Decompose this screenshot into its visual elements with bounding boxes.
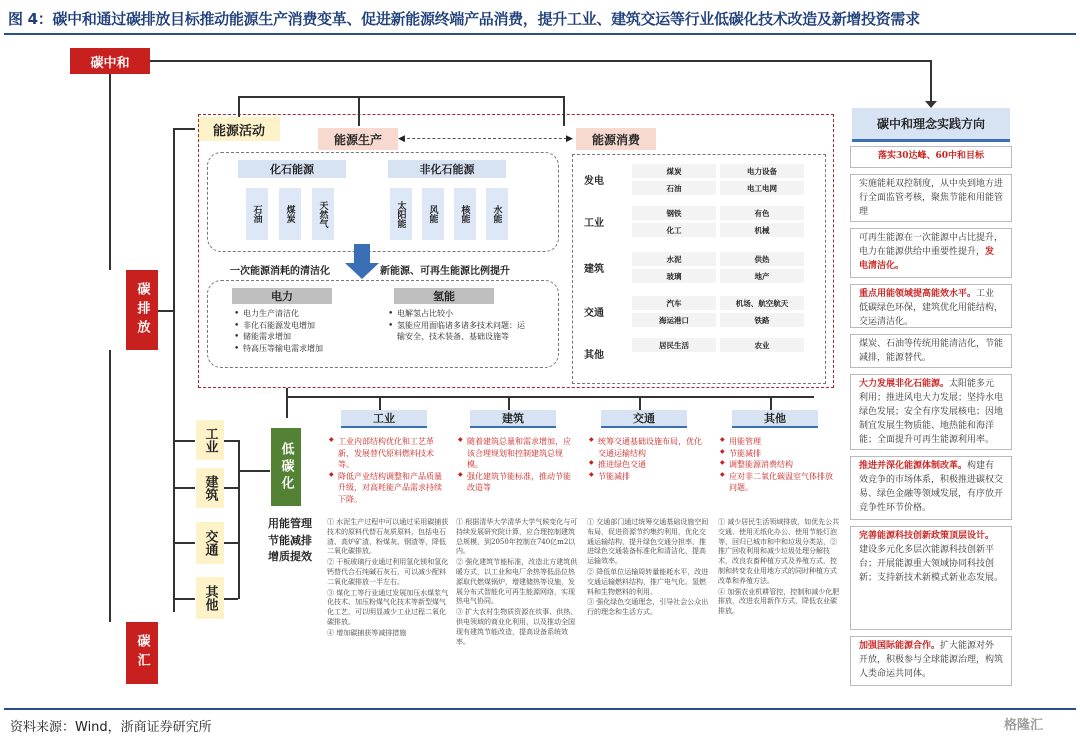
side-panel-box	[850, 374, 1012, 450]
sector-detail: ② 干板玻璃行业通过利用氢化镁和氢化钙替代合石纯碱石灰石，可以减少配料二氧化碳排放一半左右。	[327, 558, 449, 586]
sector-detail: ② 降低单位运输周转量能耗水平，改进交通运输燃料结构，推广电气化、氢燃料和生物燃料的利用。	[587, 567, 709, 596]
sector-label-transport: 交通	[196, 522, 224, 564]
side-panel-text: 建设多元化多层次能源科技创新平台；开展能源重大领域协同科技创新；支持新技术新模式新业态发展。	[859, 544, 1004, 583]
low-carbon-node: 低碳化	[271, 428, 301, 506]
consumption-chip: 海运港口	[632, 313, 716, 327]
side-panel-highlight: 推进并深化能源体制改革。	[859, 461, 968, 471]
nonfossil-item: 太阳能	[390, 188, 412, 240]
sector-detail-list	[327, 518, 451, 696]
sector-col-header: 交通	[601, 410, 687, 428]
sector-detail: ① 交通部门通过统筹交通基础设施空间布局，促进资源节约集约利用，优化交通运输结构，提升绿色交通分担率，推进绿色交通装备标准化和清洁化，提高运输效率。	[587, 518, 709, 566]
down-arrow-icon	[354, 244, 370, 264]
fossil-energy-label: 化石能源	[238, 160, 346, 178]
sector-bullet: ◆ 调整能源消费结构	[720, 459, 840, 471]
side-panel-highlight: 大力发展非化石能源。	[859, 379, 950, 389]
connector	[508, 396, 510, 410]
sector-bullet: ◆ 随着建筑总量和需求增加，应该合理规划和控制建筑总规模。	[458, 436, 578, 471]
sector-detail: ③ 强化绿色交通理念，引导社会公众出行的理念和生活方式。	[587, 598, 709, 617]
connector	[286, 396, 814, 398]
connector	[173, 542, 195, 544]
consumption-chip: 汽车	[632, 296, 716, 310]
energy-consumption-header: 能源消费	[576, 128, 656, 150]
sector-detail-list	[456, 518, 580, 696]
side-panel-highlight: 完善能源科技创新政策顶层设计。	[859, 531, 995, 541]
consumption-chip: 玻璃	[632, 269, 716, 283]
hydrogen-list	[388, 308, 528, 343]
connector	[158, 310, 173, 312]
hydrogen-label: 氢能	[394, 288, 494, 304]
side-panel-box	[850, 174, 1012, 222]
connector	[770, 396, 772, 410]
connector	[238, 440, 240, 599]
sector-col-header: 工业	[341, 410, 427, 428]
caption-right: 新能源、可再生能源比例提升	[380, 266, 510, 277]
connector	[563, 96, 565, 126]
side-panel-box	[850, 284, 1012, 328]
arrow-head	[925, 101, 937, 108]
side-panel-highlight: 重点用能领域提高能效水平。	[859, 289, 977, 299]
sector-detail: ④ 增加碳捕获等减排措施	[327, 628, 407, 637]
consumption-row-label: 建筑	[584, 264, 604, 275]
consumption-row-label: 工业	[584, 218, 604, 229]
connector	[238, 96, 240, 117]
caption-left: 一次能源消耗的清洁化	[230, 266, 330, 277]
consumption-chip: 电工电网	[720, 181, 804, 195]
side-panel-box	[850, 228, 1012, 278]
connector	[286, 388, 288, 418]
side-panel-highlight: 加强国际能源合作。	[859, 641, 941, 651]
sector-bullet: ◆ 降低产业结构调整和产品质量升级，对高耗能产品需求持续下降。	[329, 471, 449, 506]
side-panel-text: 扩大能源对外开放，积极参与全球能源治理，构筑人类命运共同体。	[859, 641, 1004, 679]
sector-detail: ① 减少居民生活领域排放，如优先公共交通、使用无纸化办公、使用节能灯泡等，回归已城市和中和垃圾分类站，②推广回收利用和减少垃圾处理分解技术，改良农畜种植方式及养殖方式，控制和转变农业用地方式的同时种植方式改革和养殖方法。	[718, 518, 840, 585]
side-panel-text: 可再生能源在一次能源中占比提升，电力在能源供给中重要性提升，	[859, 233, 1004, 257]
connector	[639, 396, 641, 410]
sector-bullet: ◆ 统筹交通基础设施布局，优化交通运输结构	[589, 436, 709, 459]
consumption-row-label: 其他	[584, 350, 604, 361]
connector	[173, 598, 195, 600]
nonfossil-item: 核能	[454, 188, 476, 240]
side-panel-text: 煤炭、石油等传统用能清洁化，节能减排，能源替代。	[859, 339, 1004, 363]
side-panel-text: 实施能耗双控制度，从中央到地方进行全面监管考核，聚焦节能和用能管理	[859, 179, 1004, 217]
sector-detail-list	[587, 518, 711, 696]
sector-bullet-list	[589, 436, 709, 482]
carbon-sink-node: 碳汇	[126, 622, 158, 684]
sector-bullet: ◆ 推进绿色交通	[589, 459, 709, 471]
connector	[173, 487, 195, 489]
connector	[109, 74, 111, 270]
side-panel-text: 太阳能多元利用；推进风电大力发展；坚持水电绿色发展；安全有序发展核电；因地制宜发展生物质能、地热能和海洋能；全面提升可再生能源利用率。	[859, 379, 1004, 445]
consumption-chip: 煤炭	[632, 164, 716, 178]
connector	[238, 470, 270, 472]
consumption-chip: 机场、航空航天	[720, 296, 804, 310]
connector	[238, 96, 563, 98]
energy-activity-label: 能源活动	[198, 117, 280, 141]
consumption-row-label: 发电	[584, 176, 604, 187]
watermark: 格隆汇	[1004, 718, 1044, 733]
dashed-link	[402, 138, 572, 139]
sector-label-other: 其他	[196, 577, 224, 619]
connector	[224, 598, 238, 600]
sector-detail: ③ 扩大农村生物质资源在炊事、供热、供电领域的商业化利用，以及推动全国现有建筑节能改造，提高设备系统效率。	[456, 608, 578, 646]
consumption-chip: 铁路	[720, 313, 804, 327]
hydrogen-item: • 电解氢占比较小	[388, 308, 528, 320]
sector-detail: ① 水泥生产过程中可以通过采用碳捕获技术的原料代替石灰质原料，包括电石渣、高炉矿渣、粉煤灰、钢渣等，降低二氧化碳排放。	[327, 518, 449, 556]
sector-bullet: ◆ 用能管理	[720, 436, 840, 448]
arrow-left: ◀	[398, 134, 405, 144]
nonfossil-energy-label: 非化石能源	[388, 160, 506, 178]
side-panel-highlight: 发电清洁化。	[859, 246, 995, 271]
consumption-chip: 居民生活	[632, 338, 716, 352]
side-panel-text: 工业低碳绿色环保，建筑优化用能结构，交运清洁化。	[859, 289, 1004, 327]
power-label: 电力	[232, 288, 332, 304]
arrow-right: ▶	[566, 134, 573, 144]
sector-col-header: 其他	[732, 410, 818, 428]
connector	[109, 350, 111, 622]
side-panel-box	[850, 526, 1012, 630]
consumption-chip: 化工	[632, 223, 716, 237]
side-panel-highlight: 落实30达峰、60中和目标	[877, 151, 985, 161]
source-text: 资料来源：Wind，浙商证券研究所	[10, 720, 212, 735]
bottom-rule	[4, 708, 1076, 710]
connector	[150, 60, 931, 62]
sector-col-header: 建筑	[470, 410, 556, 428]
power-item: • 电力生产清洁化	[234, 308, 384, 320]
consumption-chip: 地产	[720, 269, 804, 283]
nonfossil-item: 风能	[422, 188, 444, 240]
sector-bullet-list	[720, 436, 840, 494]
connector	[224, 542, 238, 544]
connector	[173, 128, 195, 130]
carbon-neutral-node: 碳中和	[70, 48, 150, 74]
energy-production-header: 能源生产	[318, 128, 398, 150]
sector-detail: ① 根据清华大学清华大学气候变化与可持续发展研究院计算，应合理控制建筑总规模，到2050年控制在740亿m2以内。	[456, 518, 578, 556]
figure-title: 图 4：碳中和通过碳排放目标推动能源生产消费变革、促进新能源终端产品消费，提升工业、建筑交运等行业低碳化技术改造及新增投资需求	[8, 10, 920, 28]
consumption-chip: 有色	[720, 206, 804, 220]
connector	[379, 396, 381, 410]
sector-label-industry: 工业	[196, 420, 224, 460]
fossil-item: 天然气	[312, 188, 334, 240]
title-rule	[4, 33, 1076, 35]
connector	[930, 60, 932, 104]
sector-detail-list	[718, 518, 842, 696]
consumption-chip: 机械	[720, 223, 804, 237]
power-item: • 非化石能源发电增加	[234, 320, 384, 332]
consumption-chip: 农业	[720, 338, 804, 352]
side-panel-box	[850, 456, 1012, 520]
sector-bullet: ◆ 强化建筑节能标准，推动节能改造等	[458, 471, 578, 494]
consumption-chip: 水泥	[632, 252, 716, 266]
down-arrow-head	[345, 263, 379, 279]
sector-bullet-list	[458, 436, 578, 494]
power-item: • 特高压等输电需求增加	[234, 343, 384, 355]
sector-bullet-list	[329, 436, 449, 506]
consumption-chip: 电力设备	[720, 164, 804, 178]
connector	[224, 487, 238, 489]
consumption-row-label: 交通	[584, 308, 604, 319]
sector-bullet: ◆ 应对非二氧化碳温室气体排放问题。	[720, 471, 840, 494]
fossil-item: 煤炭	[279, 188, 301, 240]
consumption-chip: 钢铁	[632, 206, 716, 220]
side-panel-header: 碳中和理念实践方向	[852, 108, 1010, 142]
connector	[173, 128, 175, 612]
side-panel-text: 构建有效竞争的市场体系，积极推进碳权交易、绿色金融等领域发展，有序放开竞争性环节价格。	[859, 461, 1004, 513]
side-panel-box	[850, 146, 1012, 168]
sector-bullet: ◆ 节能减排	[589, 471, 709, 483]
consumption-chip: 供热	[720, 252, 804, 266]
side-panel-box	[850, 334, 1012, 368]
power-item: • 储能需求增加	[234, 331, 384, 343]
side-panel-box	[850, 636, 1012, 686]
fossil-item: 石油	[246, 188, 268, 240]
sector-caption: 用能管理 节能减排 增质提效	[268, 517, 312, 563]
sector-detail: ② 强化建筑节能标准，改造北方建筑供暖方式，以工业和电厂余热等低品位热源取代燃煤锅炉，增建储热等设施，发展分布式智能化可再生能源网络，实现热电气协同。	[456, 558, 578, 606]
power-list	[234, 308, 384, 354]
sector-detail: ③ 煤化工等行业通过发展加压水煤浆气化技术、加压粉煤气化技术等新型煤气化工艺，可以明显减少工业过程二氧化碳排放。	[327, 588, 449, 626]
connector	[358, 96, 360, 126]
sector-label-building: 建筑	[196, 468, 224, 508]
sector-detail: ④ 加强农业机耕管控，控制和减少化肥排放，改进农用新作方式，降低农业碳排放。	[718, 587, 840, 616]
sector-bullet: ◆ 工业内部结构优化和工艺革新，发展替代原料燃料技术等。	[329, 436, 449, 471]
connector	[224, 440, 238, 442]
sector-bullet: ◆ 节能减排	[720, 448, 840, 460]
consumption-chip: 石油	[632, 181, 716, 195]
nonfossil-item: 水能	[486, 188, 508, 240]
hydrogen-item: • 氢能应用面临诸多诸多技术问题：运输安全、技术装备、基础设施等	[388, 320, 528, 343]
carbon-emission-node: 碳排放	[126, 270, 158, 350]
connector	[173, 440, 195, 442]
